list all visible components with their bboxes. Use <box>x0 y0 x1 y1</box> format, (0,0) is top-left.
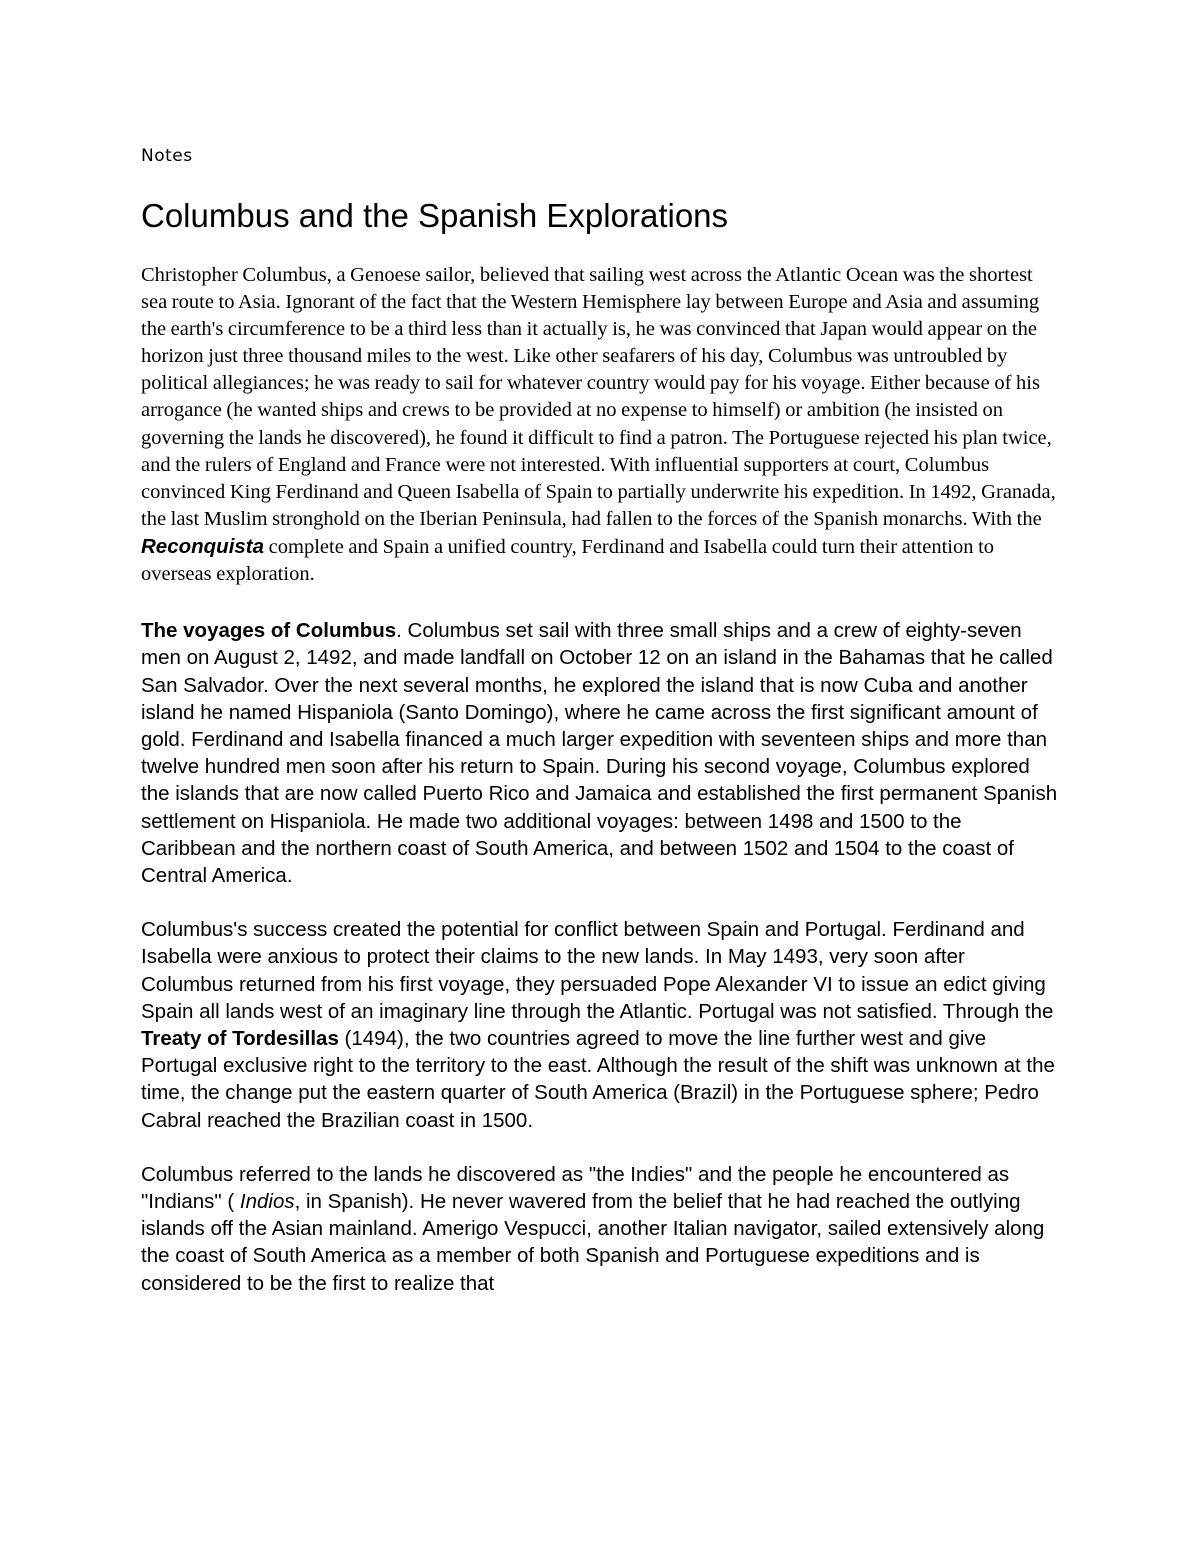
paragraph-indies <box>141 1161 1061 1297</box>
paragraph-text: Christopher Columbus, a Genoese sailor, believed that sailing west across the Atlantic Ocean was the shortest sea route to Asia. Ignorant of the fact that the Western Hemisphere lay between Europe and Asia and assuming the earth's circumference to be a third less than it actually is, he was convinced that Japan would appear on the horizon just three thousand miles to the west. Like other seafarers of his day, Columbus was untroubled by political allegiances; he was ready to sail for whatever country would pay for his voyage. Either because of his arrogance (he wanted ships and crews to be provided at no expense to himself) or ambition (he insisted on governing the lands he discovered), he found it difficult to find a patron. The Portuguese rejected his plan twice, and the rulers of England and France were not interested. With influential supporters at court, Columbus convinced King Ferdinand and Queen Isabella of Spain to partially underwrite his expedition. In 1492, Granada, the last Muslim stronghold on the Iberian Peninsula, had fallen to the forces of the Spanish monarchs. With the <box>141 264 1056 530</box>
paragraph-voyages <box>141 617 1061 889</box>
paragraph-text: complete and Spain a unified country, Ferdinand and Isabella could turn their attention to overseas exploration. <box>141 535 995 586</box>
term-treaty-of-tordesillas: Treaty of Tordesillas <box>141 1026 339 1050</box>
paragraph-intro <box>141 262 1061 588</box>
paragraph-text: Columbus referred to the lands he discovered as "the Indies" and the people he encountered as "Indians" ( <box>141 1162 1010 1213</box>
document-title: Columbus and the Spanish Explorations <box>141 197 729 234</box>
paragraph-text: , in Spanish). He never wavered from the belief that he had reached the outlying islands off the Asian mainland. Amerigo Vespucci, another Italian navigator, sailed extensively along the coast of South America as a member of both Spanish and Portuguese expeditions and is considered to be the first to realize that <box>141 1189 1045 1295</box>
paragraph-text: Columbus's success created the potential for conflict between Spain and Portugal. Ferdinand and Isabella were anxious to protect their claims to the new lands. In May 1493, very soon after Columbus returned from his first voyage, they persuaded Pope Alexander VI to issue an edict giving Spain all lands west of an imaginary line through the Atlantic. Portugal was not satisfied. Through the <box>141 918 1054 1023</box>
term-indios: Indios <box>239 1189 295 1213</box>
notes-label: Notes <box>141 146 193 166</box>
paragraph-tordesillas <box>141 916 1061 1134</box>
section-heading-voyages: The voyages of Columbus <box>141 619 397 643</box>
term-reconquista: Reconquista <box>141 534 265 558</box>
paragraph-text: (1494), the two countries agreed to move the line further west and give Portugal exclusive right to the territory to the east. Although the result of the shift was unknown at the time, the change put the eastern quarter of South America (Brazil) in the Portuguese sphere; Pedro Cabral reached the Brazilian coast in 1500. <box>141 1026 1055 1132</box>
paragraph-text: . Columbus set sail with three small ships and a crew of eighty-seven men on August 2, 1492, and made landfall on October 12 on an island in the Bahamas that he called San Salvador. Over the next several months, he explored the island that is now Cuba and another island he named Hispaniola (Santo Domingo), where he came across the first significant amount of gold. Ferdinand and Isabella financed a much larger expedition with seventeen ships and more than twelve hundred men soon after his return to Spain. During his second voyage, Columbus explored the islands that are now called Puerto Rico and Jamaica and established the first permanent Spanish settlement on Hispaniola. He made two additional voyages: between 1498 and 1500 to the Caribbean and the northern coast of South America, and between 1502 and 1504 to the coast of Central America. <box>141 619 1058 887</box>
page-content <box>141 140 1061 1297</box>
